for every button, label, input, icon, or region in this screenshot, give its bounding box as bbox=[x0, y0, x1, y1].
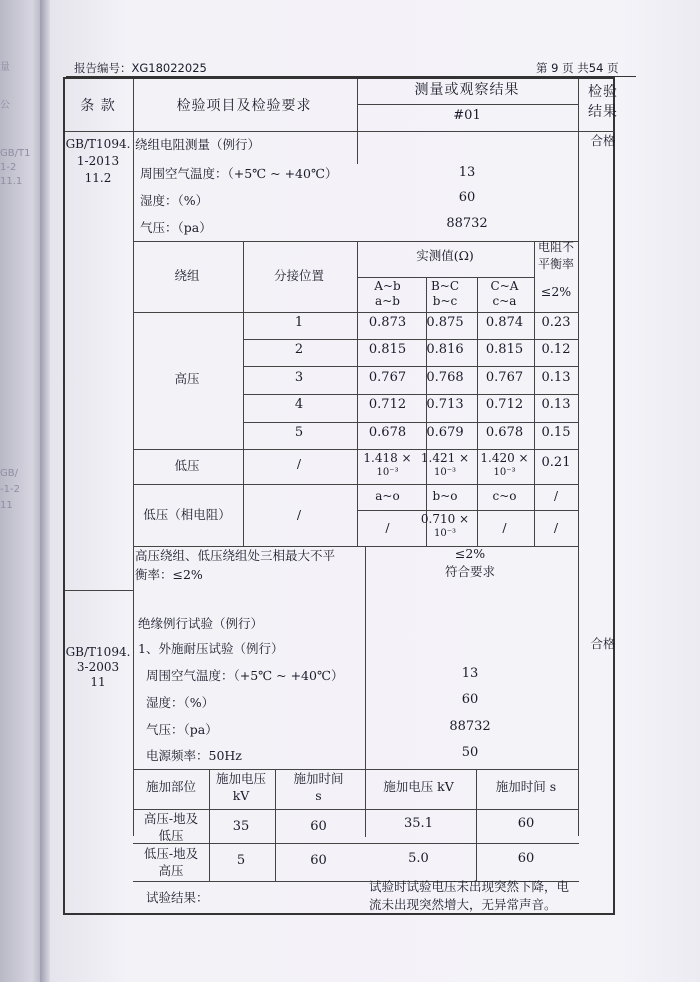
ghost-text: 公 bbox=[0, 100, 10, 111]
measured-value: / bbox=[385, 520, 390, 535]
condition-label: 湿度：（%） bbox=[140, 193, 209, 208]
condition-value: 88732 bbox=[446, 216, 488, 231]
page-number: 第 9 页 共54 页 bbox=[536, 61, 619, 75]
applied-part: 低压-地及 bbox=[143, 846, 199, 861]
measured-value: 0.816 bbox=[426, 342, 464, 357]
time-col-header: 施加时间 bbox=[293, 771, 344, 786]
ghost-text: 量 bbox=[0, 62, 10, 73]
tap-position: 2 bbox=[294, 342, 304, 357]
item-header: 检验项目及检验要求 bbox=[176, 98, 312, 114]
result-pass: 合格 bbox=[590, 133, 616, 148]
measured-value: 0.678 bbox=[485, 425, 524, 440]
tap-col-header: 分接位置 bbox=[273, 268, 324, 283]
applied-part: 高压 bbox=[158, 863, 184, 878]
report-number: 报告编号：XG18022025 bbox=[74, 61, 207, 75]
unbalance-col-header: 平衡率 bbox=[537, 257, 574, 271]
ghost-text: 11.1 bbox=[0, 176, 23, 187]
unbalance-value: 0.13 bbox=[541, 397, 571, 412]
phase-label: C~A bbox=[490, 279, 519, 293]
phase-label: c~a bbox=[492, 294, 517, 308]
applied-part: 低压 bbox=[158, 828, 184, 843]
measured-value: 0.678 bbox=[368, 425, 407, 440]
clause-text: 11.2 bbox=[84, 171, 112, 185]
test-title: 绝缘例行试验（例行） bbox=[138, 616, 264, 631]
result-header: 结果 bbox=[588, 104, 618, 120]
measured-value: 0.815 bbox=[368, 342, 407, 357]
sample-id: #01 bbox=[453, 108, 481, 123]
conclusion-text: 流未出现突然增大，无异常声音。 bbox=[369, 897, 557, 912]
tap-position: / bbox=[296, 456, 302, 471]
unbalance-col-header: 电阻不 bbox=[537, 240, 574, 254]
volt-col-header: 施加电压 bbox=[215, 771, 266, 786]
measured-time-header: 施加时间 s bbox=[495, 779, 557, 794]
applied-time: 60 bbox=[310, 853, 327, 868]
lv-label: 低压 bbox=[174, 458, 200, 473]
measured-value: 0.679 bbox=[426, 425, 464, 440]
measured-voltage: 35.1 bbox=[404, 816, 433, 831]
applied-voltage: 35 bbox=[232, 819, 250, 834]
unbalance-value: 0.23 bbox=[541, 315, 571, 330]
unbalance-requirement: 衡率：≤2% bbox=[135, 567, 203, 582]
ghost-text: GB/ bbox=[0, 468, 18, 479]
measured-value: 0.767 bbox=[368, 370, 407, 385]
condition-value: 50 bbox=[461, 745, 479, 760]
condition-value: 60 bbox=[458, 190, 476, 205]
measured-exponent: 10⁻³ bbox=[433, 467, 456, 478]
measured-time: 60 bbox=[517, 816, 535, 831]
phase-label: a~b bbox=[375, 294, 400, 308]
measured-col-header: 实测值(Ω) bbox=[416, 248, 474, 263]
applied-voltage: 5 bbox=[236, 853, 246, 868]
measured-value: 0.767 bbox=[485, 370, 524, 385]
measured-value: / bbox=[502, 520, 507, 535]
clause-header: 条 款 bbox=[80, 98, 116, 114]
measured-value: 0.815 bbox=[485, 342, 524, 357]
measured-voltage: 5.0 bbox=[408, 851, 429, 866]
measured-value: 0.713 bbox=[426, 397, 464, 412]
measured-value: 0.873 bbox=[368, 315, 407, 330]
winding-col-header: 绕组 bbox=[174, 268, 200, 283]
measured-value: 0.710 × bbox=[420, 512, 470, 526]
clause-text: 3-2003 bbox=[76, 660, 120, 674]
tap-position: 5 bbox=[294, 425, 304, 440]
unbalance-result: ≤2% bbox=[454, 546, 486, 561]
condition-value: 13 bbox=[461, 666, 479, 681]
measured-exponent: 10⁻³ bbox=[433, 528, 456, 539]
condition-label: 周围空气温度：（+5℃ ~ +40℃） bbox=[140, 166, 338, 181]
clause-text: 11 bbox=[90, 675, 106, 689]
part-col-header: 施加部位 bbox=[145, 779, 196, 794]
conclusion-text: 试验时试验电压未出现突然下降，电 bbox=[369, 879, 570, 894]
phase-label: c~o bbox=[492, 489, 517, 503]
unbalance-limit: ≤2% bbox=[540, 284, 572, 299]
conclusion-label: 试验结果： bbox=[146, 890, 209, 905]
condition-label: 气压：（pa） bbox=[146, 722, 218, 737]
applied-time: 60 bbox=[310, 819, 327, 834]
test-title: 绕组电阻测量（例行） bbox=[135, 137, 261, 152]
ghost-text: -1-2 bbox=[0, 484, 20, 495]
measured-value: 0.712 bbox=[485, 397, 524, 412]
result-header: 检验 bbox=[588, 84, 618, 100]
condition-label: 湿度：（%） bbox=[146, 695, 215, 710]
measured-value: 0.712 bbox=[368, 397, 407, 412]
measured-value: 0.768 bbox=[426, 370, 464, 385]
ghost-text: 11 bbox=[0, 500, 13, 511]
measured-value: 0.875 bbox=[426, 315, 464, 330]
tap-position: 4 bbox=[294, 397, 304, 412]
clause-text: GB/T1094. bbox=[65, 645, 131, 659]
unbalance-value: 0.13 bbox=[541, 370, 571, 385]
tap-position: 1 bbox=[294, 315, 304, 330]
measured-exponent: 10⁻³ bbox=[493, 467, 516, 478]
clause-text: GB/T1094. bbox=[65, 137, 131, 151]
tap-position: / bbox=[296, 507, 302, 522]
tap-position: 3 bbox=[294, 370, 304, 385]
condition-label: 电源频率：50Hz bbox=[146, 748, 242, 763]
hv-label: 高压 bbox=[174, 371, 200, 386]
applied-part: 高压-地及 bbox=[143, 811, 199, 826]
unbalance-value: 0.15 bbox=[541, 425, 571, 440]
measured-volt-header: 施加电压 kV bbox=[383, 779, 454, 794]
phase-label: a~o bbox=[375, 489, 400, 503]
clause-text: 1-2013 bbox=[76, 154, 120, 168]
condition-value: 60 bbox=[461, 692, 479, 707]
measure-header: 测量或观察结果 bbox=[414, 82, 520, 98]
measured-value: 1.418 × bbox=[363, 451, 412, 465]
time-col-header: s bbox=[315, 788, 322, 803]
condition-label: 周围空气温度：（+5℃ ~ +40℃） bbox=[146, 668, 344, 683]
phase-label: b~c bbox=[432, 294, 458, 308]
measured-exponent: 10⁻³ bbox=[376, 467, 399, 478]
phase-label: B~C bbox=[430, 279, 460, 293]
phase-label: A~b bbox=[374, 279, 401, 293]
unbalance-value: 0.12 bbox=[541, 342, 571, 357]
ghost-text: GB/T1 bbox=[0, 148, 31, 159]
test-subtitle: 1、外施耐压试验（例行） bbox=[138, 641, 284, 656]
measured-value: 1.421 × bbox=[420, 451, 470, 465]
unbalance-result: 符合要求 bbox=[444, 564, 495, 579]
measured-value: / bbox=[553, 520, 559, 535]
phase-label: / bbox=[553, 489, 559, 503]
ghost-text: 1-2 bbox=[0, 162, 17, 173]
condition-value: 88732 bbox=[449, 719, 491, 734]
unbalance-requirement: 高压绕组、低压绕组处三相最大不平 bbox=[135, 548, 336, 563]
measured-value: 1.420 × bbox=[480, 451, 529, 465]
unbalance-value: 0.21 bbox=[541, 455, 571, 470]
phase-label: b~o bbox=[432, 489, 458, 503]
condition-label: 气压：（pa） bbox=[140, 220, 212, 235]
condition-value: 13 bbox=[458, 165, 476, 180]
lv-phase-label: 低压（相电阻） bbox=[143, 507, 231, 522]
measured-time: 60 bbox=[517, 851, 535, 866]
result-pass: 合格 bbox=[590, 636, 616, 651]
volt-col-header: kV bbox=[232, 788, 250, 803]
measured-value: 0.874 bbox=[485, 315, 524, 330]
